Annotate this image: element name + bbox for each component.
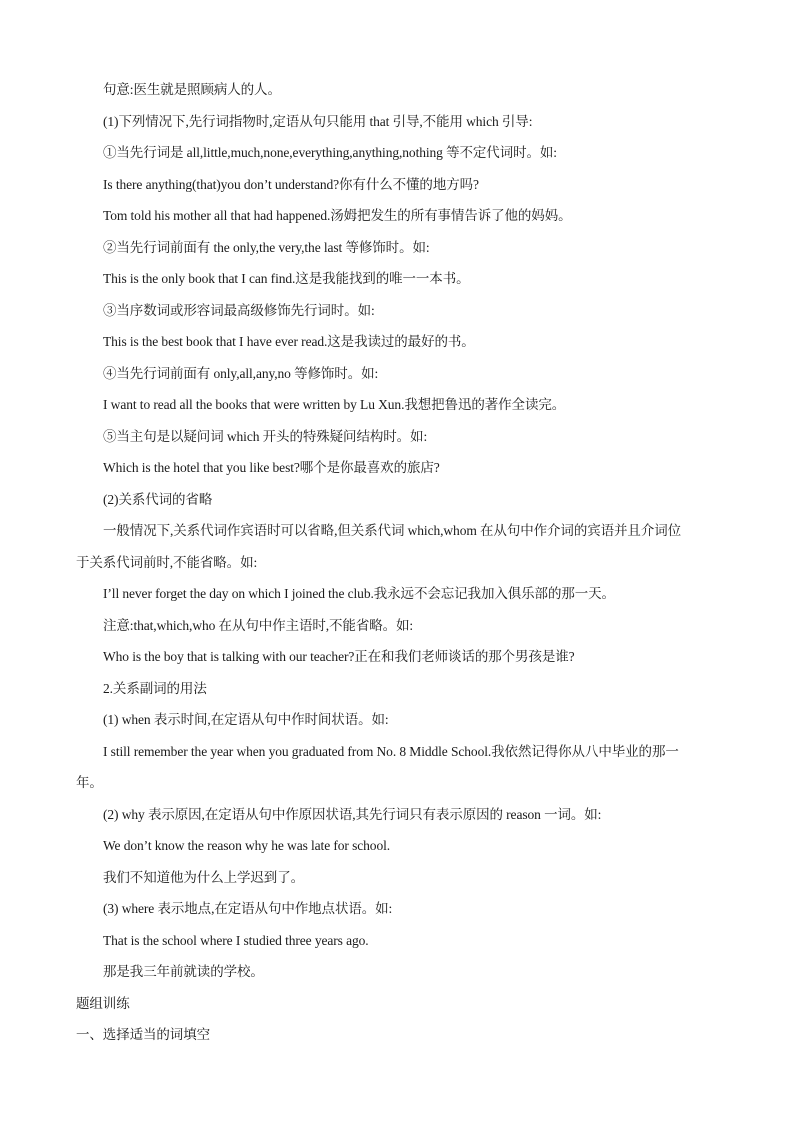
text-line: (1)下列情况下,先行词指物时,定语从句只能用 that 引导,不能用 which 引导: <box>103 114 533 129</box>
text-line: ①当先行词是 all,little,much,none,everything,anything,nothing 等不定代词时。如: <box>103 145 557 160</box>
text-line: I want to read all the books that were written by Lu Xun.我想把鲁迅的著作全读完。 <box>103 397 566 412</box>
text-line: 一般情况下,关系代词作宾语时可以省略,但关系代词 which,whom 在从句中作介词的宾语并且介词位 <box>103 523 682 538</box>
section-heading: (2)关系代词的省略 <box>103 492 213 507</box>
text-line: ④当先行词前面有 only,all,any,no 等修饰时。如: <box>103 366 379 381</box>
text-line: ③当序数词或形容词最高级修饰先行词时。如: <box>103 303 375 318</box>
text-line: 我们不知道他为什么上学迟到了。 <box>103 870 304 885</box>
section-heading: 一、选择适当的词填空 <box>76 1027 210 1042</box>
section-heading: 题组训练 <box>76 996 130 1011</box>
text-line: ②当先行词前面有 the only,the very,the last 等修饰时。如: <box>103 240 430 255</box>
text-line: 注意:that,which,who 在从句中作主语时,不能省略。如: <box>103 618 414 633</box>
text-line: (1) when 表示时间,在定语从句中作时间状语。如: <box>103 712 389 727</box>
text-line: This is the only book that I can find.这是我能找到的唯一一本书。 <box>103 271 470 286</box>
text-line: Tom told his mother all that had happened.汤姆把发生的所有事情告诉了他的妈妈。 <box>103 208 572 223</box>
text-line: (2) why 表示原因,在定语从句中作原因状语,其先行词只有表示原因的 reason 一词。如: <box>103 807 602 822</box>
text-line: 年。 <box>76 775 103 790</box>
text-line: 那是我三年前就读的学校。 <box>103 964 264 979</box>
text-line: 于关系代词前时,不能省略。如: <box>76 555 258 570</box>
text-line: 句意:医生就是照顾病人的人。 <box>103 82 281 97</box>
text-line: Which is the hotel that you like best?哪个是你最喜欢的旅店? <box>103 460 440 475</box>
text-line: (3) where 表示地点,在定语从句中作地点状语。如: <box>103 901 393 916</box>
text-line: Is there anything(that)you don’t understand?你有什么不懂的地方吗? <box>103 177 479 192</box>
text-line: ⑤当主句是以疑问词 which 开头的特殊疑问结构时。如: <box>103 429 428 444</box>
section-heading: 2.关系副词的用法 <box>103 681 207 696</box>
text-line: That is the school where I studied three years ago. <box>103 933 369 948</box>
text-line: I still remember the year when you graduated from No. 8 Middle School.我依然记得你从八中毕业的那一 <box>103 744 679 759</box>
text-line: I’ll never forget the day on which I joined the club.我永远不会忘记我加入俱乐部的那一天。 <box>103 586 615 601</box>
text-line: This is the best book that I have ever read.这是我读过的最好的书。 <box>103 334 475 349</box>
text-line: Who is the boy that is talking with our teacher?正在和我们老师谈话的那个男孩是谁? <box>103 649 575 664</box>
text-line: We don’t know the reason why he was late for school. <box>103 838 391 853</box>
